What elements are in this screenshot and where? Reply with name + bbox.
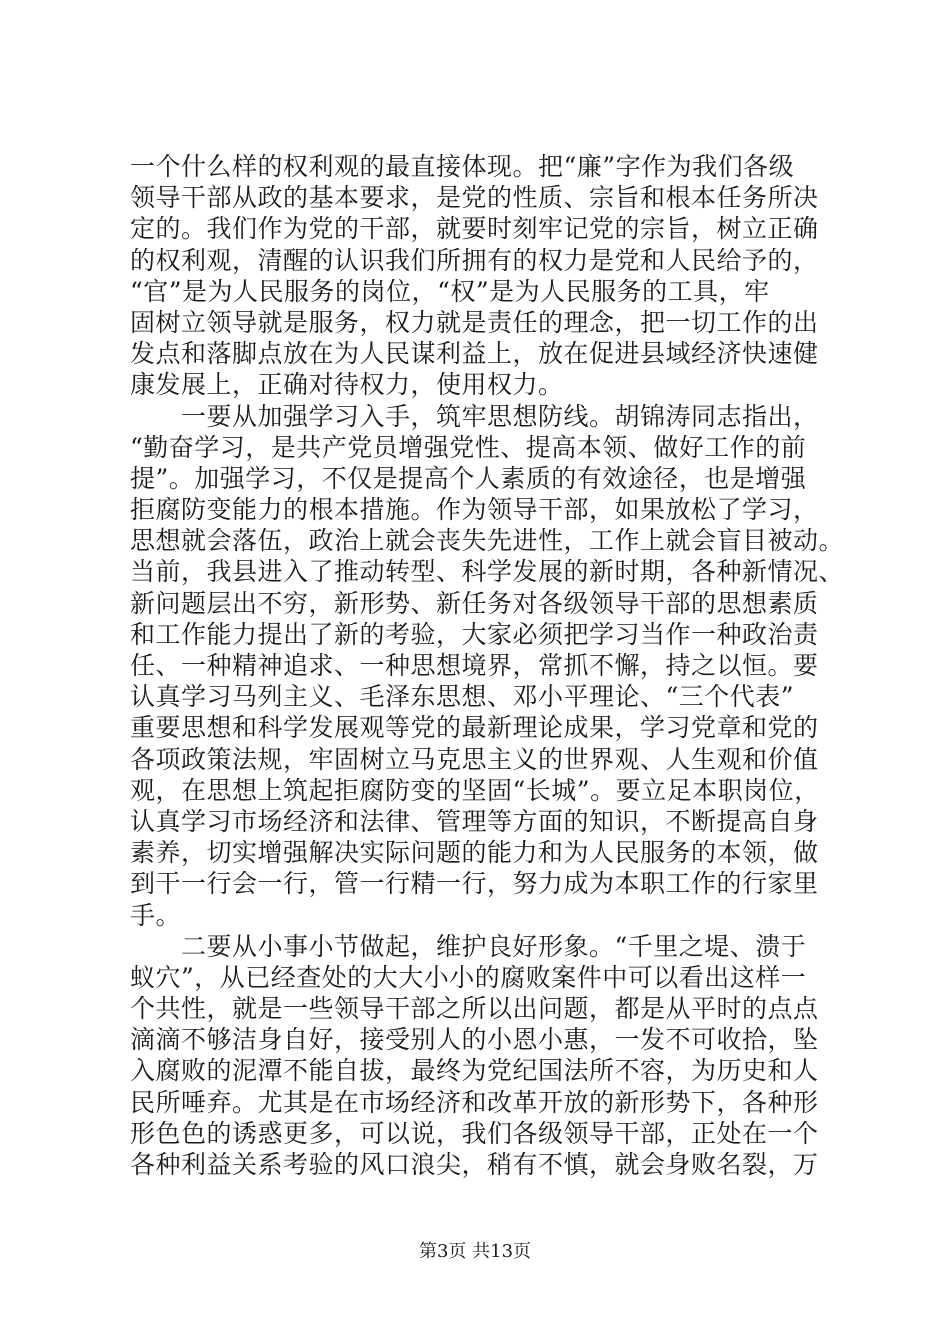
text-line: 拒腐防变能力的根本措施。作为领导干部，如果放松了学习， bbox=[130, 495, 819, 525]
text-line: 入腐败的泥潭不能自拔，最终为党纪国法所不容，为历史和人 bbox=[130, 1056, 819, 1086]
text-line: 领导干部从政的基本要求，是党的性质、宗旨和根本任务所决 bbox=[130, 183, 819, 213]
text-line: 康发展上，正确对待权力，使用权力。 bbox=[130, 370, 564, 400]
text-line: 素养，切实增强解决实际问题的能力和为人民服务的本领，做 bbox=[130, 838, 819, 868]
text-line: 当前，我县进入了推动转型、科学发展的新时期，各种新情况、 bbox=[130, 557, 845, 587]
text-line: 蚁穴”，从已经查处的大大小小的腐败案件中可以看出这样一 bbox=[130, 962, 807, 992]
text-line: 各项政策法规，牢固树立马克思主义的世界观、人生观和价值 bbox=[130, 744, 819, 774]
text-line: 各种利益关系考验的风口浪尖，稍有不慎，就会身败名裂，万 bbox=[130, 1150, 819, 1179]
text-line: 重要思想和科学发展观等党的最新理论成果，学习党章和党的 bbox=[130, 713, 819, 743]
text-line: 和工作能力提出了新的考验，大家必须把学习当作一种政治责 bbox=[130, 619, 819, 649]
text-line: 滴滴不够洁身自好，接受别人的小恩小惠，一发不可收拾，坠 bbox=[130, 1025, 819, 1055]
text-line: 形色色的诱惑更多，可以说，我们各级领导干部，正处在一个 bbox=[130, 1118, 819, 1148]
text-line: 任、一种精神追求、一种思想境界，常抓不懈，持之以恒。要 bbox=[130, 651, 819, 680]
text-line: 到干一行会一行，管一行精一行，努力成为本职工作的行家里 bbox=[130, 869, 819, 899]
body-text bbox=[130, 151, 845, 1180]
text-line: 新问题层出不穷，新形势、新任务对各级领导干部的思想素质 bbox=[130, 588, 819, 618]
text-line: 发点和落脚点放在为人民谋利益上，放在促进县域经济快速健 bbox=[130, 339, 819, 369]
text-line: 一要从加强学习入手，筑牢思想防线。胡锦涛同志指出， bbox=[130, 401, 819, 431]
text-line: 的权利观，清醒的认识我们所拥有的权力是党和人民给予的， bbox=[130, 245, 819, 275]
text-line: 定的。我们作为党的干部，就要时刻牢记党的宗旨，树立正确 bbox=[130, 214, 819, 244]
text-line: “勤奋学习，是共产党员增强党性、提高本领、做好工作的前 bbox=[130, 432, 807, 462]
text-line: 认真学习市场经济和法律、管理等方面的知识，不断提高自身 bbox=[130, 806, 819, 836]
text-line: 一个什么样的权利观的最直接体现。把“廉”字作为我们各级 bbox=[130, 152, 795, 181]
page-footer bbox=[0, 1240, 950, 1264]
text-line: 固树立领导就是服务，权力就是责任的理念，把一切工作的出 bbox=[130, 307, 819, 337]
text-line: 认真学习马列主义、毛泽东思想、邓小平理论、“三个代表” bbox=[130, 682, 795, 712]
text-line: 思想就会落伍，政治上就会丧失先进性，工作上就会盲目被动。 bbox=[130, 526, 845, 556]
text-line: 个共性，就是一些领导干部之所以出问题，都是从平时的点点 bbox=[130, 994, 819, 1024]
text-line: 民所唾弃。尤其是在市场经济和改革开放的新形势下，各种形 bbox=[130, 1087, 819, 1117]
page-number-label: 第3页 共13页 bbox=[418, 1241, 532, 1262]
text-line: “官”是为人民服务的岗位，“权”是为人民服务的工具，牢 bbox=[130, 276, 770, 306]
text-line: 手。 bbox=[130, 900, 182, 930]
text-line: 二要从小事小节做起，维护良好形象。“千里之堤、溃于 bbox=[130, 931, 807, 961]
text-line: 提”。加强学习，不仅是提高个人素质的有效途径，也是增强 bbox=[130, 463, 807, 493]
text-line: 观，在思想上筑起拒腐防变的坚固“长城”。要立足本职岗位， bbox=[130, 775, 820, 805]
